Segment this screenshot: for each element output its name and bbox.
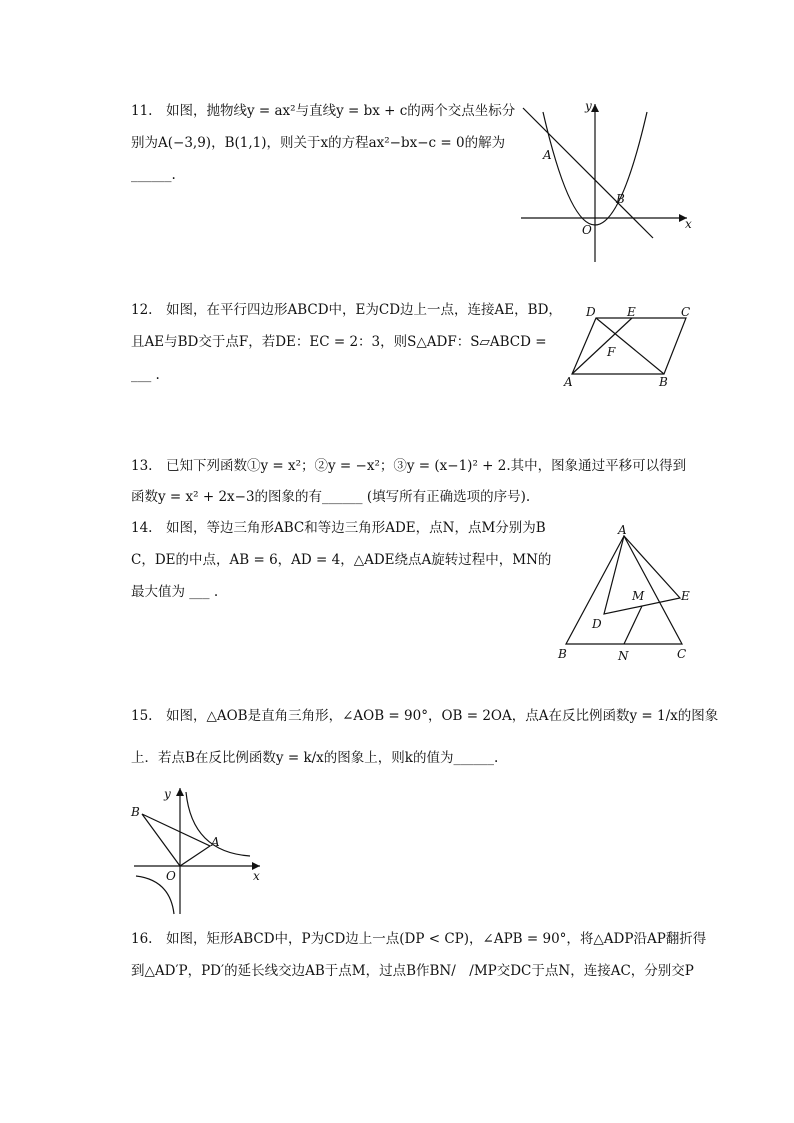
label-O: O: [582, 223, 592, 237]
label-M: M: [632, 589, 645, 603]
parallelogram: [572, 318, 686, 374]
p12-line-1: 12. 如图，在平行四边形ABCD中，E为CD边上一点，连接AE，BD，: [131, 302, 562, 318]
p16-line-2: 到△AD′P，PD′的延长线交边AB于点M，过点B作BN/ /MP交DC于点N，连接AC，分别交P: [131, 963, 694, 979]
label-C: C: [681, 305, 691, 319]
label-O: O: [166, 869, 176, 883]
triangle-AOB: [142, 814, 210, 866]
label-y: y: [585, 99, 592, 113]
label-B: B: [616, 192, 625, 206]
triangle-ABC: [566, 536, 682, 644]
label-x: x: [685, 217, 692, 231]
segment-MN: [624, 606, 642, 644]
p12-parallelogram-figure: [560, 302, 700, 390]
label-x: x: [253, 869, 260, 883]
label-E: E: [681, 589, 690, 603]
label-D: D: [592, 617, 602, 631]
p13-line-1: 13. 已知下列函数①y = x²；②y = −x²；③y = (x−1)² + 2.其中，图象通过平移可以得到: [131, 458, 687, 474]
p11-parabola-figure: [515, 98, 695, 266]
p11-line-2: 别为A(−3,9)，B(1,1)，则关于x的方程ax²−bx−c = 0的解为: [131, 135, 506, 151]
label-C: C: [677, 647, 687, 661]
p11-line-1: 11. 如图，抛物线y = ax²与直线y = bx + c的两个交点坐标分: [131, 103, 516, 119]
p14-line-1: 14. 如图，等边三角形ABC和等边三角形ADE，点N，点M分别为B: [131, 520, 546, 536]
label-F: F: [607, 345, 616, 359]
p15-line-1: 15. 如图，△AOB是直角三角形，∠AOB = 90°，OB = 2OA，点A在反比例函数y = 1/x的图象: [131, 708, 719, 724]
p12-line-3: ___ .: [131, 367, 160, 383]
p11-line-3: ______.: [131, 167, 176, 183]
p14-triangles-figure: [552, 520, 702, 668]
label-y: y: [164, 787, 171, 801]
label-B: B: [558, 647, 567, 661]
p13-line-2: 函数y = x² + 2x−3的图象的有______ (填写所有正确选项的序号).: [131, 489, 531, 505]
y-axis-arrow-icon: [591, 104, 599, 112]
p16-line-1: 16. 如图，矩形ABCD中，P为CD边上一点(DP < CP)，∠APB = 90°，将△ADP沿AP翻折得: [131, 931, 707, 947]
p15-hyperbola-figure: [128, 784, 268, 918]
y-axis-arrow-icon: [176, 788, 184, 796]
label-E: E: [627, 305, 636, 319]
label-A: A: [211, 835, 220, 849]
p15-line-2: 上．若点B在反比例函数y = k/x的图象上，则k的值为______.: [131, 750, 499, 766]
label-B: B: [659, 375, 668, 389]
label-N: N: [618, 649, 629, 663]
label-A: A: [543, 148, 552, 162]
label-B: B: [131, 805, 140, 819]
label-D: D: [586, 305, 596, 319]
p12-line-2: 且AE与BD交于点F，若DE：EC = 2：3，则S△ADF：S▱ABCD =: [131, 334, 547, 350]
label-A: A: [564, 375, 573, 389]
p14-line-3: 最大值为 ___ .: [131, 584, 219, 600]
label-A: A: [618, 523, 627, 537]
segment-AE: [572, 318, 632, 374]
p14-line-2: C，DE的中点，AB = 6，AD = 4，△ADE绕点A旋转过程中，MN的: [131, 552, 552, 568]
